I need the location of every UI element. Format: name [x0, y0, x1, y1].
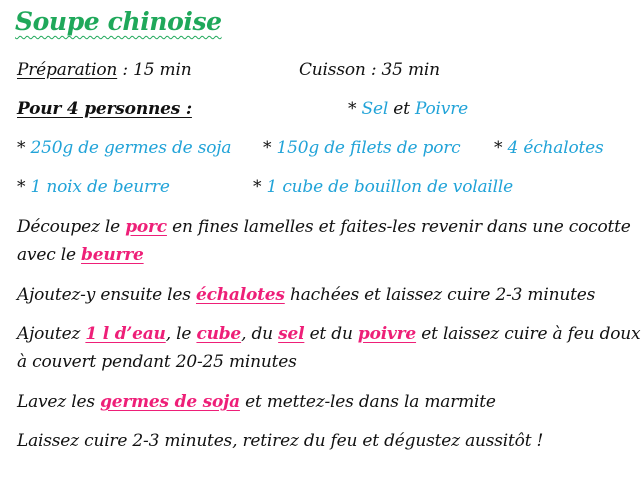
preparation-line	[17, 58, 191, 82]
step-2: Ajoutez-y ensuite les échalotes hachées et laissez cuire 2-3 minutes	[17, 285, 596, 305]
ingredient-item: * 1 noix de beurre	[17, 177, 170, 197]
recipe-title: Soupe chinoise	[15, 7, 222, 36]
servings-label: Pour 4 personnes :	[17, 99, 192, 119]
preparation-label: Préparation	[17, 60, 118, 80]
step-3: Ajoutez 1 l d’eau, le cube, du sel et du poivre et laissez cuire à feu doux	[17, 324, 641, 344]
bullet: *	[348, 99, 362, 119]
preparation-value: : 15 min	[117, 60, 192, 80]
highlight-porc: porc	[125, 217, 167, 237]
step-4: Lavez les germes de soja et mettez-les dans la marmite	[17, 392, 496, 412]
highlight-beurre: beurre	[81, 245, 144, 265]
ingredient-beurre: 1 noix de beurre	[30, 177, 170, 197]
ingredient-item: * 1 cube de bouillon de volaille	[253, 177, 513, 197]
step-1-cont: avec le beurre	[17, 245, 144, 265]
highlight-sel: sel	[278, 324, 305, 344]
ingredient-bouillon: 1 cube de bouillon de volaille	[266, 177, 513, 197]
ingredient-poivre: Poivre	[414, 99, 468, 119]
ingredient-sel: Sel	[361, 99, 389, 119]
ingredient-item: * 250g de germes de soja	[17, 138, 232, 158]
ingredient-porc: 150g de filets de porc	[276, 138, 461, 158]
step-1: Découpez le porc en fines lamelles et faites-les revenir dans une cocotte	[17, 217, 631, 237]
highlight-germes-soja: germes de soja	[100, 392, 240, 412]
seasoning-line	[348, 97, 468, 121]
ingredient-germes-soja: 250g de germes de soja	[30, 138, 232, 158]
highlight-eau: 1 l d’eau	[85, 324, 166, 344]
cuisson-line: Cuisson : 35 min	[299, 60, 440, 80]
conjunction: et	[388, 99, 415, 119]
step-3-cont: à couvert pendant 20-25 minutes	[17, 352, 297, 372]
highlight-echalotes: échalotes	[195, 285, 285, 305]
highlight-cube: cube	[196, 324, 242, 344]
step-5: Laissez cuire 2-3 minutes, retirez du feu et dégustez aussitôt !	[17, 431, 544, 451]
ingredient-item: * 4 échalotes	[494, 138, 604, 158]
ingredient-echalotes: 4 échalotes	[507, 138, 604, 158]
ingredient-item: * 150g de filets de porc	[263, 138, 461, 158]
highlight-poivre: poivre	[357, 324, 417, 344]
